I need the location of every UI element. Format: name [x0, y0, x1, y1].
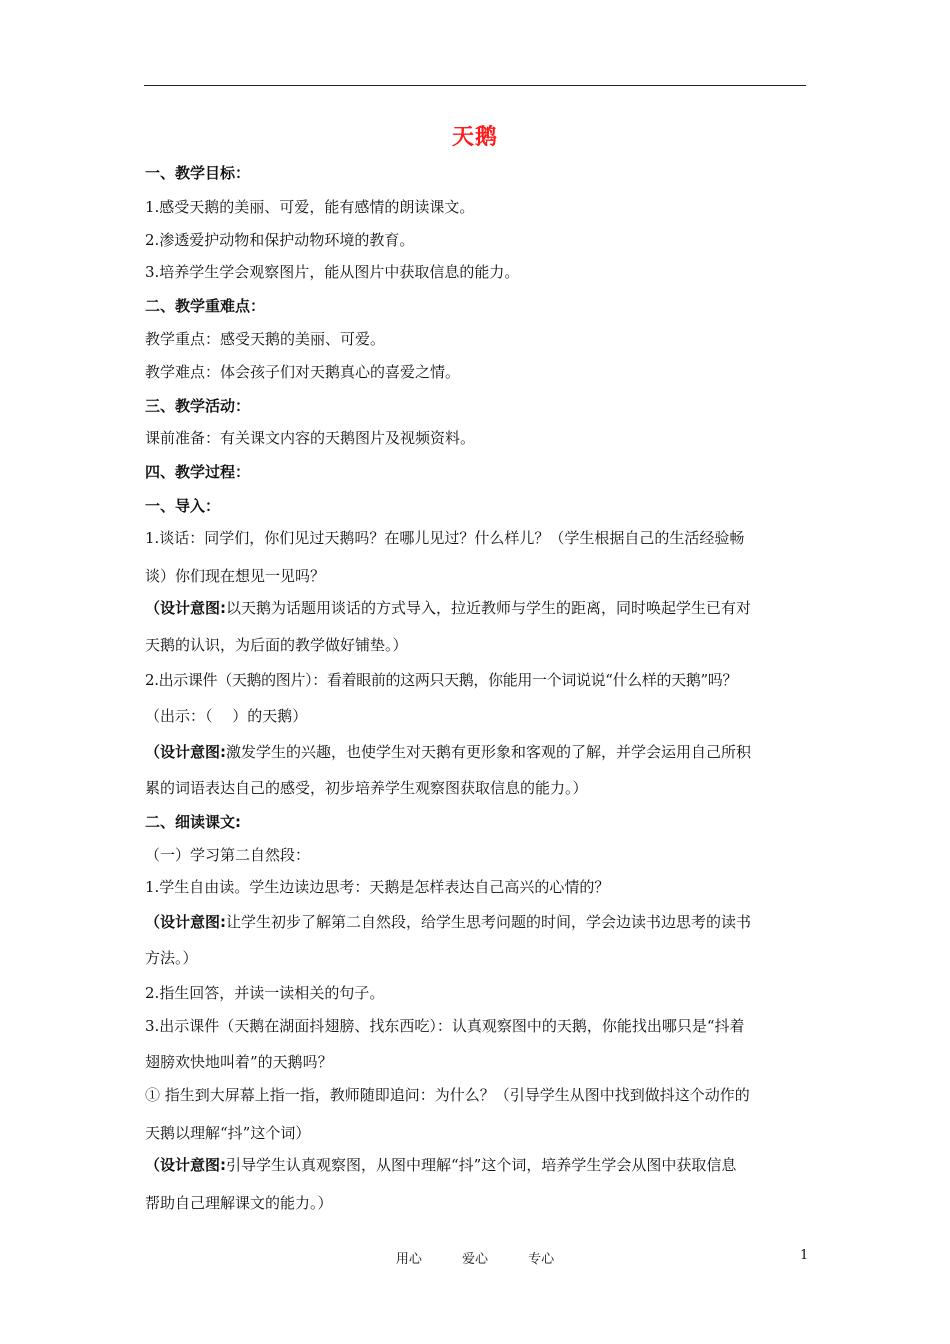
header-rule [144, 85, 806, 86]
footer-word: 专心 [528, 1252, 555, 1267]
body-line: 1.谈话：同学们，你们见过天鹅吗？在哪儿见过？什么样儿？（学生根据自己的生活经验畅 [145, 529, 745, 547]
body-line: 翅膀欢快地叫着”的天鹅吗？ [145, 1053, 333, 1071]
body-line: 3.出示课件（天鹅在湖面抖翅膀、找东西吃）：认真观察图中的天鹅，你能找出哪只是“抖着 [145, 1017, 745, 1035]
design-intent-label: （设计意图: [145, 1156, 226, 1174]
design-intent-line [145, 912, 751, 932]
section-heading: 一、教学目标： [145, 164, 251, 182]
design-intent-text: 让学生初步了解第二自然段，给学生思考问题的时间，学会边读书边思考的读书 [226, 913, 752, 931]
body-line: 1.学生自由读。学生边读边思考：天鹅是怎样表达自己高兴的心情的？ [145, 878, 610, 896]
design-intent-text: 引导学生认真观察图，从图中理解“抖”这个词，培养学生学会从图中获取信息 [226, 1156, 737, 1174]
section-heading: 四、教学过程： [145, 463, 251, 481]
footer-word: 爱心 [461, 1252, 488, 1267]
section-heading: 二、细读课文: [145, 813, 241, 831]
body-line: ① 指生到大屏幕上指一指，教师随即追问：为什么？（引导学生从图中找到做抖这个动作的 [145, 1086, 750, 1104]
body-line: 课前准备：有关课文内容的天鹅图片及视频资料。 [145, 429, 476, 447]
design-intent-text: 以天鹅为话题用谈话的方式导入，拉近教师与学生的距离，同时唤起学生已有对 [226, 599, 752, 617]
body-line: （出示：（ ）的天鹅） [145, 707, 308, 725]
body-line: 谈）你们现在想见一见吗？ [145, 567, 326, 585]
body-line: 累的词语表达自己的感受，初步培养学生观察图获取信息的能力。） [145, 779, 588, 797]
design-intent-line [145, 1155, 736, 1175]
design-intent-label: （设计意图: [145, 743, 226, 761]
page-number: 1 [800, 1248, 809, 1263]
body-line: 天鹅以理解“抖”这个词） [145, 1124, 311, 1142]
design-intent-text: 激发学生的兴趣，也使学生对天鹅有更形象和客观的了解，并学会运用自己所积 [226, 743, 752, 761]
body-line: 1.感受天鹅的美丽、可爱，能有感情的朗读课文。 [145, 198, 475, 216]
design-intent-line [145, 598, 751, 618]
body-line: 教学重点：感受天鹅的美丽、可爱。 [145, 330, 386, 348]
body-line: （一）学习第二自然段： [145, 846, 311, 864]
footer-word: 用心 [395, 1252, 422, 1267]
body-line: 2.渗透爱护动物和保护动物环境的教育。 [145, 231, 415, 249]
section-heading: 一、导入： [145, 497, 221, 515]
body-line: 方法。） [145, 949, 198, 967]
design-intent-label: （设计意图: [145, 913, 226, 931]
body-line: 帮助自己理解课文的能力。） [145, 1194, 333, 1212]
body-line: 3.培养学生学会观察图片，能从图片中获取信息的能力。 [145, 263, 520, 281]
body-line: 2.指生回答，并读一读相关的句子。 [145, 984, 385, 1002]
design-intent-line [145, 742, 751, 762]
body-line: 2.出示课件（天鹅的图片）：看着眼前的这两只天鹅，你能用一个词说说“什么样的天鹅”吗？ [145, 671, 738, 689]
section-heading: 三、教学活动： [145, 397, 251, 415]
section-heading: 二、教学重难点： [145, 297, 266, 315]
body-line: 教学难点：体会孩子们对天鹅真心的喜爱之情。 [145, 363, 461, 381]
body-line: 天鹅的认识，为后面的教学做好铺垫。） [145, 636, 408, 654]
document-title: 天鹅 [451, 125, 498, 150]
design-intent-label: （设计意图: [145, 599, 226, 617]
